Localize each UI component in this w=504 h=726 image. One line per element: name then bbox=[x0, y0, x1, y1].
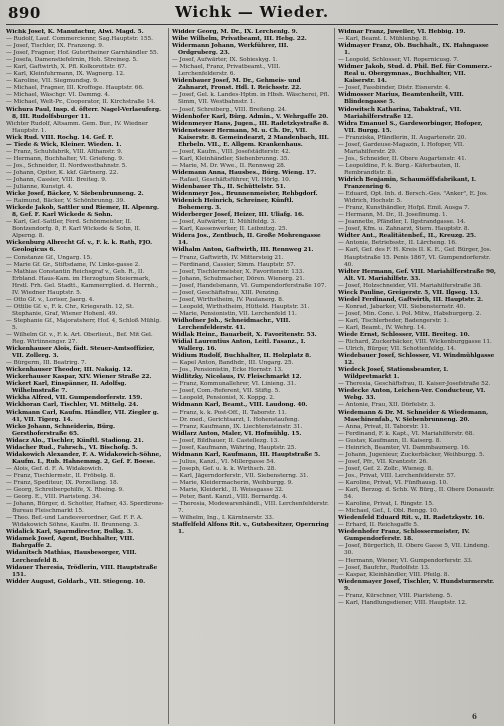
directory-entry: — Franz, Tischlermstr., II. Fröbelg. 8. bbox=[6, 472, 116, 479]
directory-entry: — Marie, M. Dr. Wwe., II. Rennweg 28. bbox=[172, 162, 286, 169]
directory-entry: Widter Hermann, Gef. VIII. Mariahilferstraße 90, Alt. VI. Mariahilfstr. 33. bbox=[338, 268, 496, 282]
directory-entry: — Theo. Bef.-und Landesverordner, Gef. F. F. A. Widakowich Söhne, Kaufm. II. Brunneng. 3. bbox=[6, 515, 143, 529]
directory-entry: — Gustav, Kaufmann, II. Kaiserg. 8. bbox=[338, 437, 442, 444]
entry-list bbox=[172, 29, 330, 536]
directory-entry: Wickhoran Carl, Tischler, VI. Mittelg. 24. bbox=[6, 402, 139, 409]
directory-entry: Wiedemann & Dr. M. Schneider & Wiedemann, Maschinenfab., V. Siebenbrunneng. 20. bbox=[338, 409, 489, 423]
directory-entry: — Josef, Kaufm., VIII. Josefstädterstr. 42. bbox=[172, 148, 291, 155]
directory-entry: Widlitzky, Nicolaus, IV. Fleischmarkt 12. bbox=[172, 374, 302, 381]
directory-entry: — Leopold, Wirthstheim, Hütteld. Hauptstr. 31. bbox=[172, 303, 310, 310]
directory-entry: — Karl, Gef. des F. H. Kreis II. K. E., Gef. Bürger, Jos. Hauptstraße 15. Penis 1867, VI. Gumpendorferstr. 40. bbox=[338, 247, 492, 268]
directory-entry: — Jos., Pensionistin, Ecke Hornstr. 13. bbox=[172, 367, 283, 374]
page-number: 890 bbox=[8, 4, 41, 22]
directory-entry: — Wilhelm Gf. v., F. k. Art. Oberlieut., Bef. Mit Gel. Reg. Wirtinnengsr. 27. bbox=[6, 332, 153, 346]
directory-entry: Widenhofer Karl, Bürg. Admin., V. Wehrgaffe 20. bbox=[172, 113, 329, 120]
directory-entry: Staffelfeld Alfons Rit. v., Gutsbesitzer, Opernring 1. bbox=[172, 522, 329, 536]
header-rule bbox=[6, 24, 498, 25]
directory-entry: — Josef, Gel. k. Landes-Hptm. in Hbsh. Wäscherei, Pfl. Simm, VII. Westbahnstr. 1. bbox=[172, 92, 330, 106]
directory-entry: Widermann Johann, Werkführer, III. Ordgruberg. 23. bbox=[172, 43, 289, 57]
directory-entry: — Franz, Spediteur, IX. Porzellang. 18. bbox=[6, 480, 119, 486]
directory-entry: — Karoline, Privat, I. Ringstr. 15. bbox=[338, 501, 434, 508]
directory-entry: Wieck Pauline, Greigerstr. 5, VII. Ilgseg. 13. bbox=[338, 289, 480, 296]
directory-entry: — Josef, Baufchr., Rudolfstr. 13. bbox=[338, 564, 430, 571]
directory-entry: — Michael, Fragner, III. Kroffoge. Hauptstr. 66. bbox=[6, 85, 144, 92]
directory-entry: — Franz, k. k. Post-Off., II. Taborstr. 11. bbox=[172, 409, 287, 416]
directory-entry: Widenmeyer Hans, Jugen., III. Radetzkystraße 8. bbox=[172, 120, 329, 127]
directory-entry: — Franz, Kommunallehrer, VI. Linieng. 31. bbox=[172, 381, 297, 388]
directory-entry: Wiedel Ferdinand, Gaftwirth, III. Hauptstr. 2. bbox=[338, 296, 483, 303]
column-1 bbox=[6, 29, 164, 724]
directory-entry: — Josef, Kaufmann, Währing, Hauptstr. 25. bbox=[172, 444, 297, 451]
page-title: Wichk — Wieder. bbox=[175, 3, 329, 21]
directory-entry: Widmann Karl, Beamt., VIII. Laudong. 40. bbox=[172, 402, 308, 409]
directory-entry: Wickenhauser Alois, fädt. Steuer-Amtsoffizier, VII. Zollerg. 3. bbox=[6, 346, 155, 360]
directory-entry: Wiedecke Anton, Leichen-Ver. Conducteur, VI. Webg. 33. bbox=[338, 388, 486, 402]
directory-entry: — Alois, Gef. d. F. A. Widakowich. bbox=[6, 465, 104, 472]
directory-entry: — Josef, Gef. 2. Zollr., Wieneg. 8. bbox=[338, 465, 433, 472]
directory-entry: — Karoline, VII. Siegmundsg. 9. bbox=[6, 78, 99, 85]
column-divider bbox=[334, 28, 335, 724]
directory-entry: — Leopoldine, F. k. Burg.- Käferbauten, II. Rembrandtstr. 8. bbox=[338, 162, 461, 176]
directory-entry: Widenich Heinrich, Schreiner, Künftl. Bohemerg. 3. bbox=[172, 198, 294, 212]
directory-entry: Widhofner Joh., Schneidmachr., VIII. Lerchenfelderstr. 41. bbox=[172, 317, 291, 331]
directory-entry: — Kaspar, Kleinhändler, VIII. Pfeilg. 8. bbox=[338, 571, 450, 578]
directory-entry: — Ulrich, Bürger, VII. Schottenfeldg. 14. bbox=[338, 346, 456, 353]
directory-entry: — Marie, Kleidermacherin, Weihburgg. 9. bbox=[172, 480, 293, 486]
directory-entry: Wiedebauer Josef, Schlosser, VI. Windmühlgasse 12. bbox=[338, 353, 495, 367]
directory-entry: — Ferdinand, Cassier, Simm. Hauptstr. 57. bbox=[172, 261, 296, 268]
directory-entry: — Julius, Kanzl., VI. Millergasse 54. bbox=[172, 458, 276, 465]
directory-entry: Widmar Franz, Juweller, VI. Hebbig. 19. bbox=[338, 29, 466, 35]
directory-entry: — Josef, Bildhauer, II. Castellezg. 13. bbox=[172, 437, 280, 444]
directory-entry: — Marie, Kleiderkl., II. Weissgasse 32. bbox=[172, 487, 284, 494]
directory-entry: — Karl, Gaftwirth, X. Pfl. Kolkorottstr. 67. bbox=[6, 64, 127, 71]
directory-entry: Widter Ant., Realitätenbef., II., Kreuzg. 25. bbox=[338, 233, 476, 240]
directory-entry: — Karl, Beamt., IV. Wehrg. 14. bbox=[338, 324, 426, 331]
directory-entry: Widhalm Anton, Gaftwirth, III. Rennweg 21. bbox=[172, 247, 314, 254]
directory-entry: — Stephanie Gf., Majoratsherr, Hof. 4, Schloß Mühlg. 5. bbox=[6, 317, 161, 331]
directory-entry: — Josef, Tischler, IX. Franzeng. 9. bbox=[6, 43, 104, 50]
directory-entry: Wickerhauser Kaspar, XIV. Wiener Straße 22. bbox=[6, 374, 152, 381]
directory-entry: Widmayer Franz, Ob. Buchhalt., IX. Hahngasse 1. bbox=[338, 43, 489, 57]
directory-entry: — Josef, Aufwärter, II. Mühlfeldg. 3. bbox=[172, 219, 277, 226]
directory-entry: — Josef, Holzschneider, VII. Mariahilferstraße 38. bbox=[338, 282, 482, 289]
directory-entry: — Franz, Kaufmann, IX. Liechtensteinstr. 31. bbox=[172, 423, 303, 430]
directory-entry: — Ferdinand, F. k. Kapt., VI. Mariahilferstr. 68. bbox=[338, 430, 475, 437]
directory-entry: — Josef, Fragner, Hof. Gutertheiner Garnhändler 55. bbox=[6, 50, 159, 57]
entry-list bbox=[6, 29, 164, 586]
directory-entry: Wiedenhofer Franz, Schlossermeister, IV. Gumpendorferstr. 18. bbox=[338, 529, 470, 543]
page-header bbox=[0, 0, 504, 26]
directory-entry: Widrich Benjamin, Schaumöffsfabrikant, I. Franzenring 6. bbox=[338, 176, 477, 191]
directory-entry: — Otto Gf. v., Loriser, Jaerg. 4. bbox=[6, 296, 95, 303]
directory-entry: — Erhard, II. Reichsgaffe 5. bbox=[338, 522, 419, 529]
footer-mark: 6 bbox=[472, 712, 477, 721]
directory-entry: — Michael, Gef., I. Obl. Rengg. 10. bbox=[338, 508, 439, 515]
directory-entry: — Johann, Bürger, d. Schotter, Hafner, 43. Sperdirons-Bureau Fleischmarkt 15. bbox=[6, 501, 164, 515]
directory-entry: — Raimund, Bäcker, V. Schönbrunng. 39. bbox=[6, 198, 125, 205]
directory-entry: — Julianne, Kunstgt. 4. bbox=[6, 184, 73, 191]
directory-entry: — Leopold, Pensionist, X. Koppg. 2. bbox=[172, 395, 275, 402]
directory-entry: Widmann Karl, Kaufmann, III. Hauptstraße 5. bbox=[172, 451, 321, 458]
directory-entry: — Josefa, Damenstiefelrnin, Hoh. Streineg. 5. bbox=[6, 57, 138, 64]
directory-entry: — Josef, Gardeuse-Magazin, I. Hofoper, VII. Mariahilferstr. 29. bbox=[338, 141, 465, 155]
directory-entry: — Karl, Gef.-Sattler, Ferd. Schönmeister, II. Bontzendorfg. 8, F. Karl Wickede & Sohn, II. Alperng. 8. bbox=[6, 219, 141, 240]
directory-entry: — Johann, Jugenieur, Zuckerbäcker, Weihburgg. 5. bbox=[338, 451, 485, 458]
directory-entry: — Josef, Fassbinder, Distr. Eisnerstr. 4. bbox=[338, 85, 451, 92]
directory-entry: Wickmann Carl, Kaufm. Händler, VII. Ziegler g. 41, VII. Tigerg. 14. bbox=[6, 409, 159, 423]
directory-entry: — Jos., Schneider, II. Obere Augartenstr. 41. bbox=[338, 155, 467, 162]
directory-entry: — Peter, Bant. Kanzl., VIII. Bernardg. 4. bbox=[172, 494, 288, 501]
directory-entry: — Theresia, Modewarenhändl., VIII. Lerchenfelderstr. 7. bbox=[172, 501, 329, 515]
directory-entry: — Karl, Tischlerbeder, Badengerstr. 1. bbox=[338, 317, 449, 324]
directory-entry: Widlak Heinr., Bauarbeit, X. Favoritenstr. 53. bbox=[172, 332, 317, 339]
directory-entry: — Karl, Berzog. d. Schb. W. Bürg., II. Obere Donaustr. 54. bbox=[338, 487, 495, 501]
directory-entry: — Eduard, Opt. Inh. d. Bersch.-Ges. "Anker", E. Jos. Widrich, Hochstr. 5. bbox=[338, 191, 488, 205]
directory-entry: — Karl, Kleinfuhrmann, IX. Wagnerg. 12. bbox=[6, 71, 125, 78]
directory-entry: — Josef, Handelsmann, VI. Gumpendorferstraße 107. bbox=[172, 282, 327, 289]
directory-entry: — Mathias Constantin Reichsgraf v., Geh. R., II. Erbland. Haus-Kam. im Herzogtum Steiermark, Hrstl. Frh. Gel. Stadtt., Kammerrglied. d. Herrnh., IV. Wiedner Hauptstr. 5. bbox=[6, 268, 159, 296]
directory-entry: Widenmeyr Jos., Brunnenmeister, Rehbgdorf. bbox=[172, 191, 318, 198]
directory-entry: — Tiede & Wick, Kleiner. Wieden. 1. bbox=[6, 141, 122, 148]
directory-entry: Widial Laurentius Anton, Leitl. Fasanz., I. Wallerg. 16. bbox=[172, 339, 306, 353]
directory-entry: — Rafael, Geschäftsführer, VI. Hörlg. 10. bbox=[172, 176, 291, 183]
directory-entry: Wickenburg Albrecht Gf. v., F. k. k. Rath, FJO. Geologicus 6. bbox=[6, 240, 153, 254]
directory-entry: — Jos., Privat, VIII. Lerchenfelderstr. 57. bbox=[338, 472, 456, 479]
directory-entry: Widakowich Alexander, F. A. Widakowich-Söhne, Kaufm. I., Rub. Hahnemmg. 2, Gef. F. Boese. bbox=[6, 451, 162, 465]
directory-entry: — Michael, Franz, Privatbeamt., VIII. Lerchenfelderstr. 6. bbox=[172, 64, 281, 78]
directory-entry: — Dr. med., Gerichtsarzt, I. Hohenstaufeng. bbox=[172, 416, 300, 423]
directory-entry: Wiedeck Josef, Stationsbeamter, I. Wildpretmarkt 1. bbox=[338, 367, 449, 381]
directory-entry: Wicke Josef, Bäcker, V. Siebenbrunneng. 2. bbox=[6, 191, 144, 198]
directory-entry: — Ottilie Gf. v., F. k. Chr., Kriegsrath. 12, St. Stephanie, Graf, Wiener Hohenl. 49. bbox=[6, 303, 134, 317]
directory-entry: — Marie Gf. Gr., Stiftsdame, IV. Linke-gasse 2. bbox=[6, 261, 140, 268]
directory-entry: — Kapel Anton, Bandhdr., III. Ungarg. 25. bbox=[172, 360, 294, 367]
directory-entry: Widamek Josef, Agent, Buchhalter, VIII. Bahrgaffe 2. bbox=[6, 536, 135, 550]
directory-entry: — Franziska, Pfändlerin, II. Augartenstr. 20. bbox=[338, 134, 467, 141]
directory-entry: — Theresia, Geschäftsfrau, II. Kaiser-Josefstraße 52. bbox=[338, 381, 491, 388]
directory-entry: Widder Georg, M. Dr., IX. Lerchenfg. 9. bbox=[172, 29, 298, 35]
entry-list bbox=[338, 29, 496, 607]
directory-entry: — Franz, Gaftwirth, IV. Mittersteig 21. bbox=[172, 254, 284, 261]
directory-entry: — Hermann, Wiener, VI. Gumpendorferstr. 33. bbox=[338, 557, 473, 564]
directory-entry: Widder August, Goldarb., VII. Stiegeng. 10. bbox=[6, 578, 146, 585]
directory-entry: Widerberger Josef, Heizer, III. Uliafg. 16. bbox=[172, 212, 304, 219]
directory-entry: — Karl, Handlungsdiener, VIII. Hauptstr. 12. bbox=[338, 599, 467, 606]
directory-entry: — Karoline, Privat, VI. Fünfhausg. 10. bbox=[338, 480, 448, 486]
directory-entry: Widenbauer Th., II. Schüttelstr. 51. bbox=[172, 184, 286, 191]
directory-entry: Wickert Karl, Einspänner, II. Adolfsg. Wilhelmstraße 7. bbox=[6, 381, 127, 395]
directory-entry: Widauer Theresia, Trödlerin, VIII. Hauptstraße 151. bbox=[6, 564, 158, 578]
directory-entry: — Antonie, Frau, XII. Dörfelstr. 3. bbox=[338, 402, 436, 409]
directory-entry: — Karl, Jägerndorferstr., VII. Siebensterng. 31. bbox=[172, 472, 309, 479]
directory-entry: — Georg, Schreibergehilfe, X. Rheing. 9. bbox=[6, 487, 124, 494]
directory-entry: Widlarz Anton, Maler, VI. Hofmühlg. 15. bbox=[172, 430, 302, 437]
directory-entry: — Konrad, Jabarker, VII. Siebensternstr. 40. bbox=[338, 303, 466, 310]
directory-entry: Widmosser Marius, Beamtenheilt, VIII. Blindengasse 5. bbox=[338, 92, 464, 106]
directory-entry: Wickede Jakob, Sattler und Riemer, II. Alpenrg. 8, Gef. F. Karl Wickede & Sohn. bbox=[6, 205, 159, 219]
directory-entry: — Josef, Wirthstheim, IV. Paulanerg. 8. bbox=[172, 296, 284, 303]
directory-entry: — Josef, Aufwärter, IX. Sobieskyg. 1. bbox=[172, 57, 278, 64]
directory-entry: — Johann, Cassier, VIII. Breiteg. 9. bbox=[6, 176, 107, 183]
column-3 bbox=[338, 29, 496, 724]
directory-entry: Wicko Johann, Schneiderin, Bürg. Gersthoferstraße 65. bbox=[6, 423, 116, 437]
directory-entry: Widacz Alo., Tischler, Künftl. Stadiong. 21. bbox=[6, 437, 144, 444]
directory-entry: Widacher Rud., Fahrsch., VI. Bischofg. 5. bbox=[6, 444, 138, 451]
directory-entry: — Constanze Gf., Ungarg. 15. bbox=[6, 254, 92, 261]
directory-entry: — Josef, Geschäftsfrau, XIII. Penzing. bbox=[172, 289, 280, 296]
directory-entry: — Karl, Kassenwerker, II. Leibnitzg. 25. bbox=[172, 226, 288, 233]
directory-entry: Wichura Paul, Insp. d. öfterr. Nagel-Verlaeuferg. 8, III. Rudolfsburger 11. bbox=[6, 106, 161, 120]
directory-entry: Widmer Jakob, Stud. d. Phil. Bef. für Commerz.-Real u. Obergymnas., Buchhalter, VII. Kaiserstr. 14. bbox=[338, 64, 492, 85]
directory-entry: — Anna, Privat, II. Taborstr. 11. bbox=[338, 423, 430, 430]
directory-entry: — Michael, Wäschgr. VI. Dammg. 4. bbox=[6, 92, 110, 99]
column-2 bbox=[172, 29, 330, 724]
directory-entry: — Josef, Pfr., VII. Krantzstr. 26. bbox=[338, 458, 428, 465]
directory-entry: Widemann Anna, Hausbes., Bürg. Wieng. 17. bbox=[172, 169, 317, 176]
directory-entry: — Marie, Pensionistin, VII. Lerchenfeld 11. bbox=[172, 310, 297, 317]
directory-entry: Wichter Rudolf, Altsamm. Gem. Bur., IV. Wiedner Hauptstr. 1. bbox=[6, 120, 148, 134]
directory-entry: Widenstesser Hermann, M. u. Ch. Dr., VII. Kaiserstr. 8. Gemeindearzt, 2 Mandenbach, III. Ehrbeln. VII., E. Allgem. Krankenhaus. bbox=[172, 127, 329, 148]
directory-entry: — Antonie, Betriebsstr., II. Lärcheng. 16. bbox=[338, 240, 457, 247]
directory-entry: — Heinrich, Beamter, VI. Dammbaumerg. 16. bbox=[338, 444, 470, 451]
directory-entry: Wiede Ernst, Schlosser, VIII. Breiteg. 10. bbox=[338, 332, 470, 339]
directory-entry: Widowitsch Katharina, Tabaktraf., VII. Mariahilferstraße 12. bbox=[338, 106, 462, 120]
directory-entry: — Franz, Kürschner, VIII. Piaristeng. 5. bbox=[338, 592, 452, 599]
directory-entry: Widium Rudolf, Buchhalter, II. Holzplatz 8. bbox=[172, 353, 312, 360]
directory-entry: — Josef, Min. Conc. i. Pol. Mitw., Habsburgerg. 2. bbox=[338, 310, 482, 317]
directory-entry: — Johann, Opiter, K. kkf. Gärtnerg. 22. bbox=[6, 169, 119, 176]
directory-entry: Widra Emanuel S., Gardeworbinger, Hofoper, VII. Burgg. 15. bbox=[338, 120, 483, 134]
directory-entry: — Josef, Kfm. u. Zahnarzt, Stern. Hauptstr. 8. bbox=[338, 226, 470, 233]
directory-entry: Wibe Wilhelm, Privatbeamt, III. Hebg. 22. bbox=[172, 36, 307, 43]
directory-entry: — Jeannette, Pfändler, I. Ilgstrandgasse. 14. bbox=[338, 219, 466, 226]
directory-entry: — Johann, Schubmacher, Dören. Wienerg. 21. bbox=[172, 275, 305, 282]
directory-entry: Wickha Alfred, VII. Gumpendorferstr. 159. bbox=[6, 395, 143, 402]
directory-entry: — Josef, Bürgerlich, II. Obere Gasse 5, VII. Lindeng. 30. bbox=[338, 543, 490, 557]
directory-entry: — Michael, Welt-Pr., Cooperator, II. Kirchstraße 14. bbox=[6, 99, 156, 106]
directory-entry: — Hermann, Buchhalter, VI. Griefeng. 9. bbox=[6, 155, 124, 162]
directory-entry: — Karl, Kleinhändler, Siebenbrunng. 35. bbox=[172, 155, 290, 162]
directory-entry: — Karl, Beamt. I. Mühlenbg. 8. bbox=[338, 36, 428, 43]
column-divider bbox=[168, 28, 169, 724]
directory-entry: — Leopold, Schlosser, VI. Ropernicusg. 7. bbox=[338, 57, 459, 64]
directory-entry: — Franz, Schuhfabrik, VIII. Althanstr. 9. bbox=[6, 148, 123, 155]
directory-entry: — Georg. E., VIII. Piaristeng. 34. bbox=[6, 494, 102, 501]
directory-entry: Wiedenfeld Eduard Rit. v., II. Radetzkystr. 16. bbox=[338, 515, 485, 522]
directory-entry: — Josef, Tischlermeister, X. Favoritenstr. 133. bbox=[172, 268, 305, 275]
directory-entry: — Josef, Schreiberg., VIII. Breiteng. 24. bbox=[172, 106, 287, 113]
directory-entry: — Franz, Kunsthändler, Hofpl. Emil. Ausga 7. bbox=[338, 205, 470, 212]
directory-entry: Widanitsch Mathias, Hausbesorger, VIII. Lerchenfeld 8. bbox=[6, 550, 137, 564]
directory-entry: Widera Jos., Zentbuch, II. Große Mohrengasse 14. bbox=[172, 233, 321, 247]
directory-entry: — Bürgerm, III. Beatrirg. 7. bbox=[6, 360, 87, 367]
directory-entry: Wiedenmayer Josef, Tischler, V. Hundsturmerstr. 9. bbox=[338, 578, 495, 592]
directory-entry: — Joseph, Gef. u. k. k. Wirthsch. 28. bbox=[172, 465, 277, 472]
directory-entry: Wick Rud. VIII. Rochg. 14. Gef. F. bbox=[6, 134, 114, 141]
directory-entry: — Jos., Schneider, II. Nordwestbahnstr. 5. bbox=[6, 162, 128, 169]
directory-entry: — Wilhelm, Ing., I. Kärntnerstr. 33. bbox=[172, 515, 274, 522]
directory-entry: — Richard, Zuckerbäcker, VIII. Wickenburggasse 11. bbox=[338, 339, 492, 346]
directory-entry: Wickenhauser Theodor, III. Nakaig. 12. bbox=[6, 367, 133, 374]
directory-entry: Widalick Karl, Sparmdirector, Bulkg. 3. bbox=[6, 529, 133, 536]
directory-entry: Widenbauer Josef, M. Dr., Gehmeis- und Zahnarzt, Fronst. Hdl. I. Reichsstr. 22. bbox=[172, 78, 302, 92]
directory-entry: — Rudolf, Lauf. Commerciennr, Sag.Hauptstr. 155. bbox=[6, 36, 153, 43]
directory-entry: — Hermann, M. Dr., II. Josefinumg. 1. bbox=[338, 212, 448, 219]
directory-entry: Wichk Josef, K. Manufactur, Alwi. Magd. 5. bbox=[6, 29, 144, 35]
directory-entry: — Josef, Com.-Referent, VII. Stiftg. 5. bbox=[172, 388, 281, 395]
